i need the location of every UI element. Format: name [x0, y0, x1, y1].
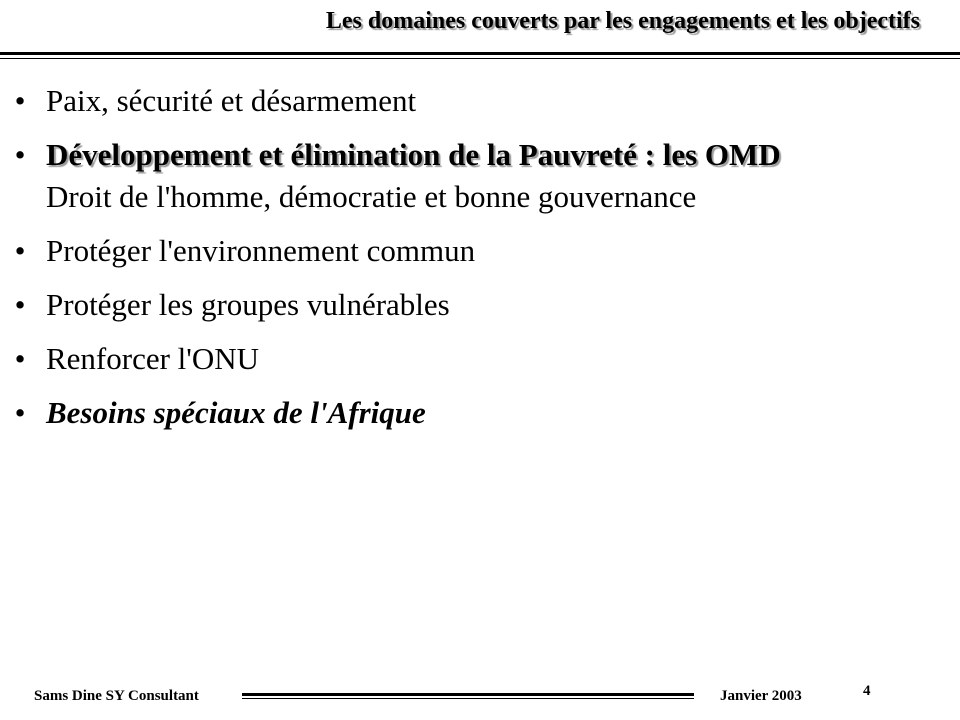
bullet-dot-icon: •	[14, 83, 26, 118]
bullet-text: Paix, sécurité et désarmement	[46, 83, 417, 118]
page-number: 4	[863, 683, 871, 699]
bullet-dot-icon: •	[14, 395, 26, 430]
bullet-dot-icon: •	[14, 233, 26, 268]
bullet-text: Protéger l'environnement commun	[46, 233, 476, 268]
title-divider	[0, 52, 960, 55]
bullet-item-peace	[10, 80, 950, 122]
slide-title: Les domaines couverts par les engagements et les objectifs	[325, 8, 920, 34]
bullet-text: Renforcer l'ONU	[46, 341, 260, 376]
bullet-item-un	[10, 338, 950, 380]
bullet-item-africa	[10, 392, 950, 434]
slide-footer	[0, 683, 960, 710]
bullet-bold-text: Développement et élimination de la Pauvreté : les OMD	[46, 137, 781, 172]
bullet-text: Protéger les groupes vulnérables	[46, 287, 450, 322]
footer-divider-thin	[242, 698, 694, 699]
bullet-dot-icon: •	[14, 341, 26, 376]
bullet-list	[10, 80, 950, 446]
footer-divider	[242, 693, 694, 696]
bullet-dot-icon: •	[14, 137, 26, 172]
title-divider-thin	[0, 58, 960, 59]
bullet-item-vulnerable-groups	[10, 284, 950, 326]
bullet-text: Besoins spéciaux de l'Afrique	[46, 395, 426, 430]
bullet-item-development	[10, 134, 950, 218]
footer-date: Janvier 2003	[720, 688, 802, 704]
bullet-item-environment	[10, 230, 950, 272]
bullet-text: Droit de l'homme, démocratie et bonne gouvernance	[46, 179, 697, 214]
bullet-dot-icon: •	[14, 287, 26, 322]
footer-author: Sams Dine SY Consultant	[34, 688, 199, 704]
